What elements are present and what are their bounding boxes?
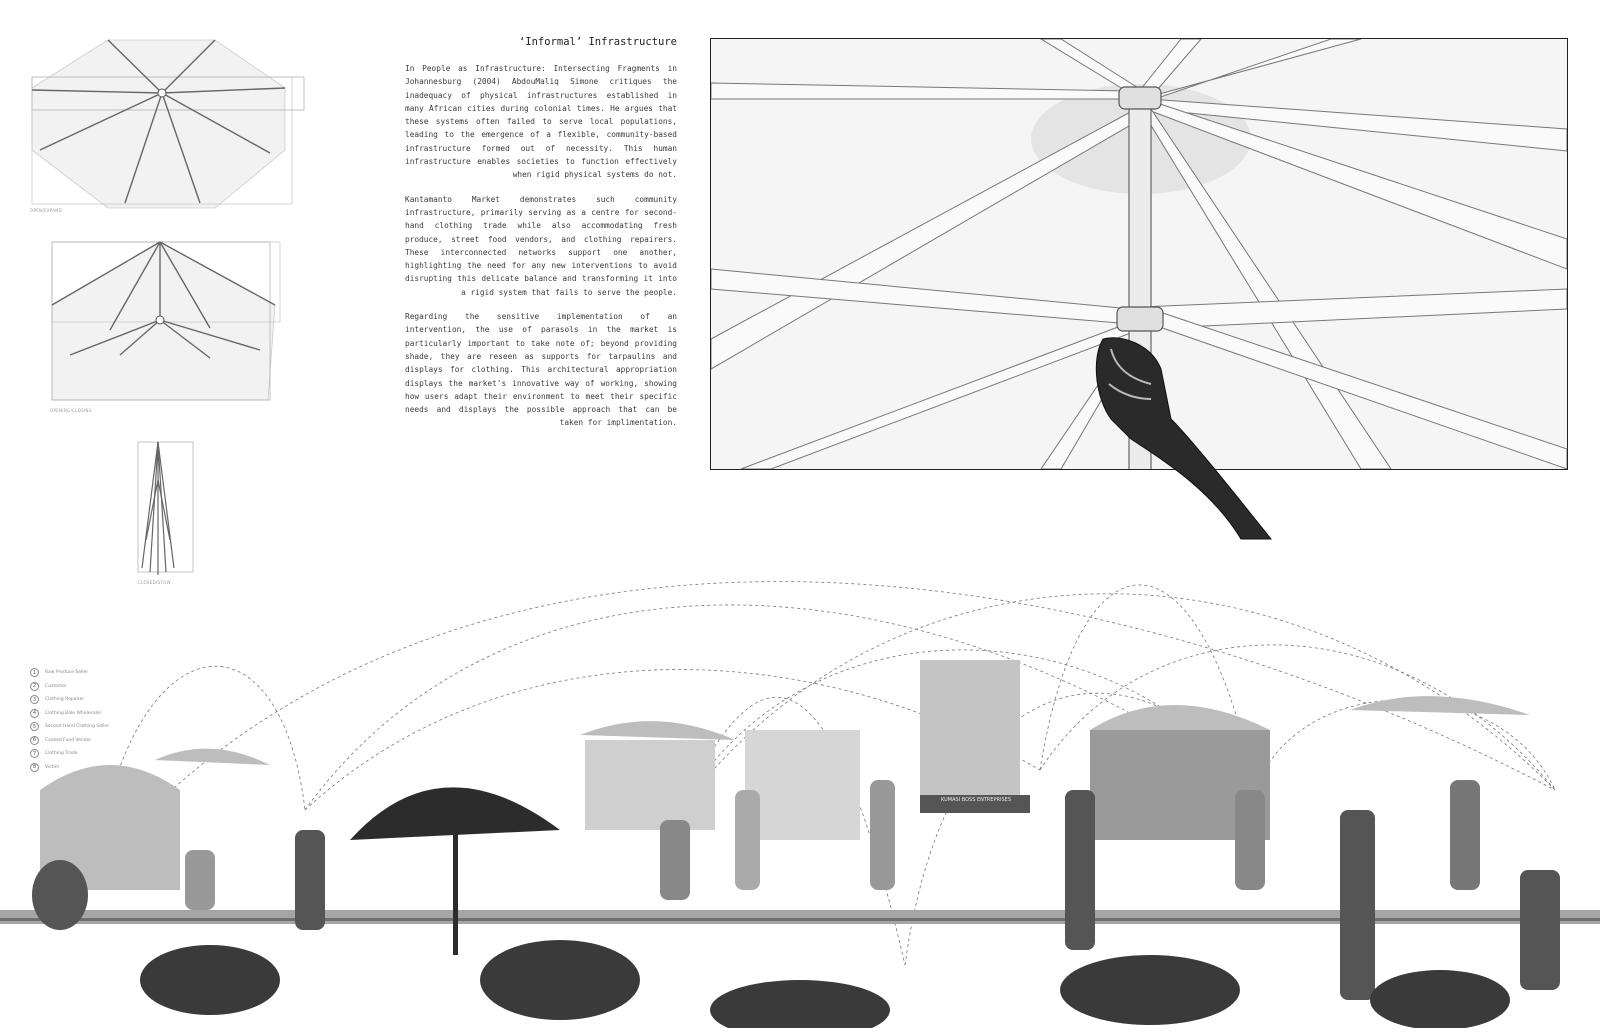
truck-sign: KUMASI BOSS ENTREPRISES [940, 797, 1012, 803]
legend-label: Customer [45, 683, 67, 689]
legend-label: Second Hand Clothing Seller [45, 724, 110, 730]
legend-number: 2 [30, 682, 39, 691]
legend-number: 1 [30, 668, 39, 677]
legend-label: Cooked Food Vendor [45, 737, 92, 743]
legend-label: Raw Produce Seller [45, 670, 89, 676]
paragraph-1: In People as Infrastructure: Intersecting Fragments in Johannesburg (2004) AbdouMaliq Simone critiques the inadequacy of physical infrastructures established in many African cities during colonial times. He argues that these systems often failed to serve local populations, leading to the emergence of a flexible, community-based infrastructure formed out of necessity. This human infrastructure enables societies to function effectively when rigid physical systems do not. [405, 64, 677, 180]
page-title: ‘Informal’ Infrastructure [518, 36, 677, 48]
legend-number: 3 [30, 695, 39, 704]
paragraph-2: Kantamanto Market demonstrates such community infrastructure, primarily serving as a centre for second-hand clothing trade while also accommodating fresh produce, street food vendors, and clothing repairers. These interconnected networks support one another, highlighting the need for any new interventions to avoid disrupting this delicate balance and transforming it into a rigid system that fails to serve the people. [405, 194, 677, 297]
legend-number: 7 [30, 749, 39, 758]
diagram-caption-open: OPEN/EXPAND [30, 208, 62, 213]
legend-number: 8 [30, 763, 39, 772]
legend-number: 6 [30, 736, 39, 745]
legend-number: 4 [30, 709, 39, 718]
market-scene-illustration [0, 540, 1600, 1028]
text-block [405, 36, 677, 441]
parasol-partial-diagram [50, 240, 290, 420]
legend-label: Clothing Trade [45, 751, 78, 757]
paragraph-3: Regarding the sensitive implementation of an intervention, the use of parasols in the market is particularly important to take note of; beyond providing shade, they are reseen as supports for tarpaulins and displays for clothing. This architectural appropriation displays the market's innovative way of working, showing how users adapt their environment to meet their specific needs and displays the possible approach that can be taken for implimentation. [405, 312, 677, 428]
diagram-caption-partial: OPENING/CLOSING [50, 408, 93, 413]
parasol-open-diagram [30, 38, 314, 218]
legend-label: Clothing Bale Wholesaler [45, 710, 102, 716]
diagram-caption-closed: CLOSED/STOW [138, 580, 171, 585]
parasol-underside-illustration [710, 38, 1568, 470]
legend-label: Victim [45, 764, 60, 770]
legend-number: 5 [30, 722, 39, 731]
legend-label: Clothing Repairer [45, 697, 85, 703]
